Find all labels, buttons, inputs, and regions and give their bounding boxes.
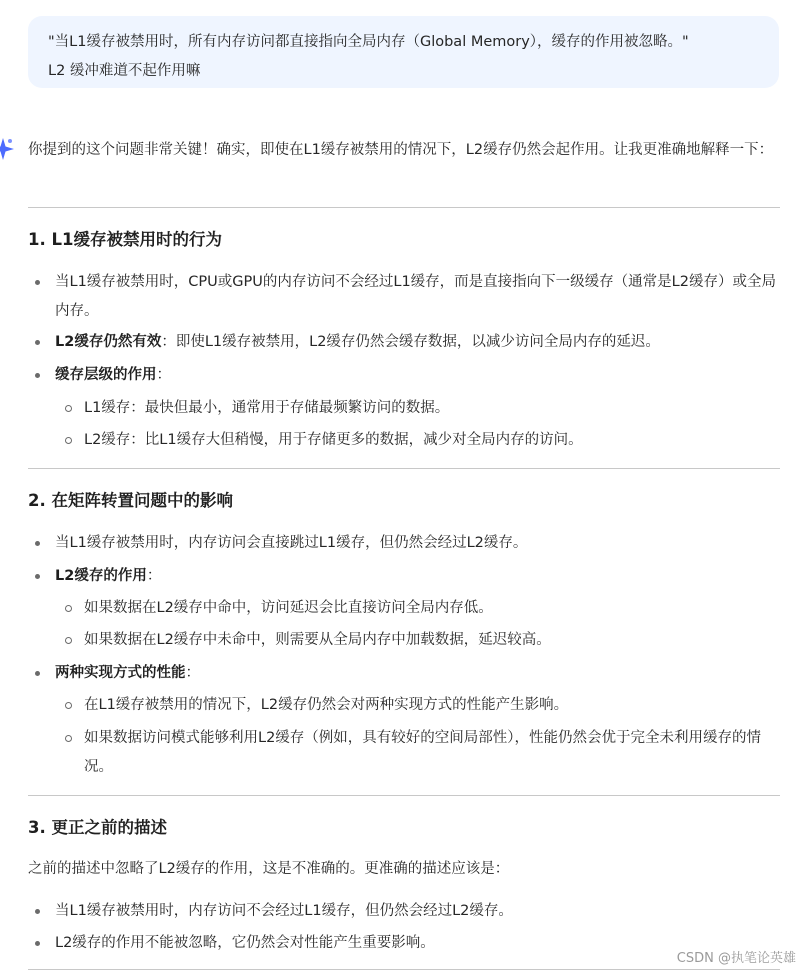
list-item-bold: 两种实现方式的性能 <box>55 665 186 681</box>
list-item-bold: 缓存层级的作用 <box>55 367 157 383</box>
sub-list-item: 如果数据在L2缓存中命中，访问延迟会比直接访问全局内存低。 <box>84 594 777 623</box>
watermark: CSDN @执笔论英雄 <box>676 951 796 966</box>
user-message-bubble <box>28 16 779 88</box>
list-item <box>55 659 777 688</box>
user-message-line-1: "当L1缓存被禁用时，所有内存访问都直接指向全局内存（Global Memory），缓存的作用被忽略。" <box>48 34 689 50</box>
divider <box>28 468 780 469</box>
list-item: L2缓存的作用不能被忽略，它仍然会对性能产生重要影响。 <box>55 929 777 958</box>
list-item-bold: L2缓存的作用 <box>55 568 147 584</box>
list-item-text: ： <box>146 568 162 584</box>
divider <box>28 969 780 970</box>
section-3-paragraph: 之前的描述中忽略了L2缓存的作用，这是不准确的。更准确的描述应该是： <box>28 861 510 877</box>
divider <box>28 795 780 796</box>
section-3-heading: 3. 更正之前的描述 <box>28 818 167 837</box>
sub-list-item: 如果数据在L2缓存中未命中，则需要从全局内存中加载数据，延迟较高。 <box>84 626 777 655</box>
list-item <box>55 328 777 357</box>
list-item: 当L1缓存被禁用时，CPU或GPU的内存访问不会经过L1缓存，而是直接指向下一级缓存（通常是L2缓存）或全局内存。 <box>55 268 777 326</box>
divider <box>28 207 780 208</box>
user-message-line-2: L2 缓冲难道不起作用嘛 <box>48 63 201 79</box>
sub-list-item: 如果数据访问模式能够利用L2缓存（例如，具有较好的空间局部性），性能仍然会优于完全未利用缓存的情况。 <box>84 724 777 782</box>
assistant-avatar <box>0 136 16 162</box>
list-item-text: ：即使L1缓存被禁用，L2缓存仍然会缓存数据，以减少访问全局内存的延迟。 <box>161 334 660 350</box>
list-item-text: ： <box>185 665 200 681</box>
list-item-bold: L2缓存仍然有效 <box>55 334 162 350</box>
star-sparkle-icon <box>0 136 16 162</box>
sub-list-item: L2缓存：比L1缓存大但稍慢，用于存储更多的数据，减少对全局内存的访问。 <box>84 426 777 455</box>
list-item <box>55 361 777 390</box>
list-item: 当L1缓存被禁用时，内存访问会直接跳过L1缓存，但仍然会经过L2缓存。 <box>55 529 777 558</box>
list-item: 当L1缓存被禁用时，内存访问不会经过L1缓存，但仍然会经过L2缓存。 <box>55 897 777 926</box>
section-1-heading: 1. L1缓存被禁用时的行为 <box>28 230 222 249</box>
list-item-text: ： <box>156 367 171 383</box>
sub-list-item: L1缓存：最快但最小，通常用于存储最频繁访问的数据。 <box>84 394 777 423</box>
list-item <box>55 562 777 591</box>
sub-list-item: 在L1缓存被禁用的情况下，L2缓存仍然会对两种实现方式的性能产生影响。 <box>84 691 777 720</box>
section-2-heading: 2. 在矩阵转置问题中的影响 <box>28 491 233 510</box>
assistant-intro: 你提到的这个问题非常关键！确实，即使在L1缓存被禁用的情况下，L2缓存仍然会起作用。让我更准确地解释一下： <box>28 142 774 158</box>
